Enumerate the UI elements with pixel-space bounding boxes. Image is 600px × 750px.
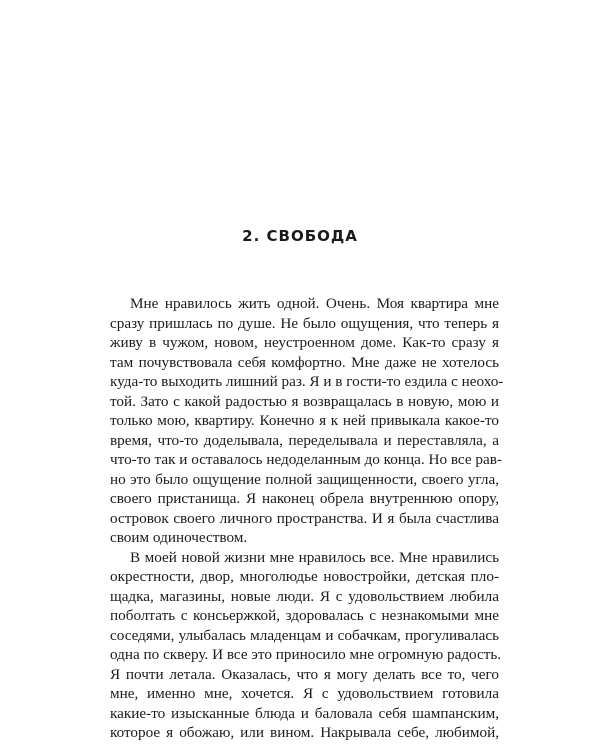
- text-line: той. Зато с какой радостью я возвращалась в новую, мою и: [110, 392, 499, 410]
- text-line: щадка, магазины, новые люди. Я с удовольствием любила: [110, 587, 499, 605]
- text-line: мне, именно мне, хочется. Я с удовольствием готовила: [110, 685, 499, 702]
- text-line: окрестности, двор, многолюдье новостройки, детская пло-: [110, 568, 499, 585]
- body-text: [110, 294, 504, 743]
- paragraph-1: [110, 294, 504, 548]
- text-line: но это было ощущение полной защищенности, своего угла,: [110, 470, 499, 488]
- text-line: островок своего личного пространства. И я была счастлива: [110, 509, 499, 527]
- text-line: куда-то выходить лишний раз. Я и в гости-то ездила с неохо-: [110, 373, 504, 390]
- text-line: поболтать с консьержкой, здоровалась с незнакомыми мне: [110, 607, 499, 624]
- text-line: одна по скверу. И все это приносило мне огромную радость.: [110, 646, 502, 663]
- chapter-title: 2. СВОБОДА: [242, 227, 358, 245]
- text-line: своего пристанища. Я наконец обрела внутреннюю опору,: [110, 490, 499, 507]
- text-line: время, что-то доделывала, переделывала и переставляла, а: [110, 431, 499, 449]
- text-line: соседями, улыбалась младенцам и собачкам, прогуливалась: [110, 626, 499, 644]
- text-line: живу в чужом, новом, неустроенном доме. Как-то сразу я: [110, 334, 499, 351]
- text-line: там почувствовала себя комфортно. Мне даже не хотелось: [110, 353, 499, 371]
- text-line: Мне нравилось жить одной. Очень. Моя квартира мне: [130, 295, 499, 312]
- text-line: своим одиночеством.: [110, 529, 248, 546]
- text-line: сразу пришлась по душе. Не было ощущения, что теперь я: [110, 314, 499, 332]
- text-line: Я почти летала. Оказалась, что я могу делать все то, чего: [110, 665, 499, 683]
- text-line: только мою, квартиру. Конечно я к ней привыкала какое-то: [110, 412, 499, 429]
- text-line: В моей новой жизни мне нравилось все. Мне нравились: [130, 548, 499, 566]
- text-line: что-то так и оставалось недоделанным до конца. Но все рав-: [110, 451, 502, 468]
- text-line: какие-то изысканные блюда и баловала себя шампанским,: [110, 704, 499, 722]
- text-line: которое я обожаю, или вином. Накрывала себе, любимой,: [110, 724, 499, 741]
- paragraph-2: [110, 548, 502, 743]
